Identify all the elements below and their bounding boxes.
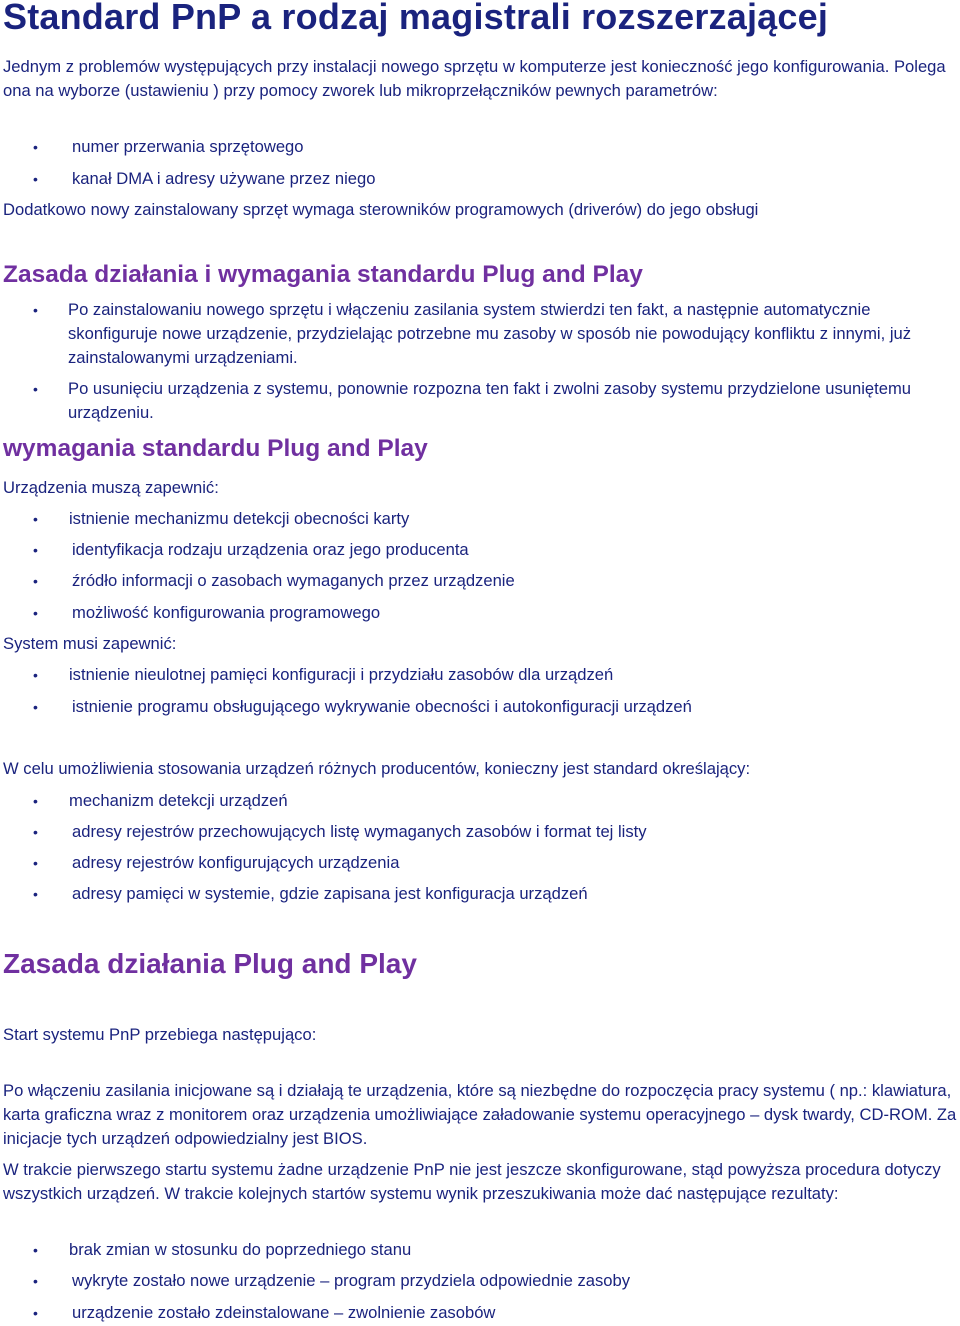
list-item: • urządzenie zostało zdeinstalowane – zwolnienie zasobów [3, 1301, 495, 1325]
bullet-icon: • [33, 1242, 38, 1258]
bullet-icon: • [33, 573, 38, 589]
system-label: System musi zapewnić: [3, 634, 177, 653]
bullet-icon: • [33, 886, 38, 902]
section-heading: Zasada działania i wymagania standardu Plug and Play [3, 261, 643, 288]
bullet-icon: • [33, 511, 38, 527]
start-label: Start systemu PnP przebiega następująco: [3, 1025, 317, 1044]
list-item: • możliwość konfigurowania programowego [3, 601, 380, 625]
list-item: • istnienie programu obsługującego wykrywanie obecności i autokonfiguracji urządzeń [3, 695, 692, 719]
list-item: • Po zainstalowaniu nowego sprzętu i włączeniu zasilania system stwierdzi ten fakt, a następnie automatycznie skonfiguruje nowe urządzenie, przydzielając potrzebne mu zasoby w sposób nie powodujący konfliktu z innymi, już zainstalowanymi urządzeniami. [33, 300, 912, 367]
list-item: • identyfikacja rodzaju urządzenia oraz jego producenta [3, 538, 469, 562]
bullet-icon: • [33, 667, 38, 683]
bullet-icon: • [33, 542, 38, 558]
intro-paragraph: Jednym z problemów występujących przy instalacji nowego sprzętu w komputerze jest konieczność jego konfigurowania. Polega ona na wyborze (ustawieniu ) przy pomocy zworek lub mikroprzełączników pewnych parametrów: [3, 57, 946, 100]
list-item: • adresy rejestrów konfigurujących urządzenia [3, 851, 399, 875]
bullet-icon: • [33, 302, 38, 318]
devices-label: Urządzenia muszą zapewnić: [3, 478, 219, 497]
bullet-icon: • [33, 824, 38, 840]
list-item: • istnienie nieulotnej pamięci konfiguracji i przydziału zasobów dla urządzeń [3, 663, 613, 687]
bullet-icon: • [33, 381, 38, 397]
section-heading: wymagania standardu Plug and Play [3, 435, 428, 462]
bullet-icon: • [33, 855, 38, 871]
bullet-icon: • [33, 793, 38, 809]
bullet-icon: • [33, 1273, 38, 1289]
bullet-icon: • [33, 605, 38, 621]
list-item: • mechanizm detekcji urządzeń [3, 789, 288, 813]
list-item: • adresy rejestrów przechowujących listę wymaganych zasobów i format tej listy [3, 820, 647, 844]
list-item: • kanał DMA i adresy używane przez niego [3, 167, 375, 191]
bullet-icon: • [33, 171, 38, 187]
list-item: • istnienie mechanizmu detekcji obecności karty [3, 507, 409, 531]
bullet-icon: • [33, 1305, 38, 1321]
page-title: Standard PnP a rodzaj magistrali rozszerzającej [3, 0, 829, 37]
list-item: • wykryte zostało nowe urządzenie – program przydziela odpowiednie zasoby [3, 1269, 630, 1293]
list-item: • numer przerwania sprzętowego [3, 135, 304, 159]
bullet-icon: • [33, 139, 38, 155]
list-item: • adresy pamięci w systemie, gdzie zapisana jest konfiguracja urządzeń [3, 882, 588, 906]
paragraph: W trakcie pierwszego startu systemu żadne urządzenie PnP nie jest jeszcze skonfigurowane, stąd powyższa procedura dotyczy wszystkich urządzeń. W trakcie kolejnych startów systemu wynik przeszukiwania może dać następujące rezultaty: [3, 1160, 941, 1203]
list-item: • Po usunięciu urządzenia z systemu, ponownie rozpozna ten fakt i zwolni zasoby systemu przydzielone usuniętemu urządzeniu. [33, 379, 912, 422]
section-heading: Zasada działania Plug and Play [3, 948, 417, 979]
standard-label: W celu umożliwienia stosowania urządzeń różnych producentów, konieczny jest standard określający: [3, 759, 751, 778]
bullet-icon: • [33, 699, 38, 715]
paragraph: Po włączeniu zasilania inicjowane są i działają te urządzenia, które są niezbędne do rozpoczęcia pracy systemu ( np.: klawiatura, karta graficzna wraz z monitorem oraz urządzenia umożliwiające załadowanie systemu operacyjnego – dysk twardy, CD-ROM. Za inicjacje tych urządzeń odpowiedzialny jest BIOS. [3, 1081, 957, 1148]
list-item: • brak zmian w stosunku do poprzedniego stanu [3, 1238, 411, 1262]
list-item: • źródło informacji o zasobach wymaganych przez urządzenie [3, 569, 515, 593]
intro-after: Dodatkowo nowy zainstalowany sprzęt wymaga sterowników programowych (driverów) do jego obsługi [3, 200, 759, 219]
